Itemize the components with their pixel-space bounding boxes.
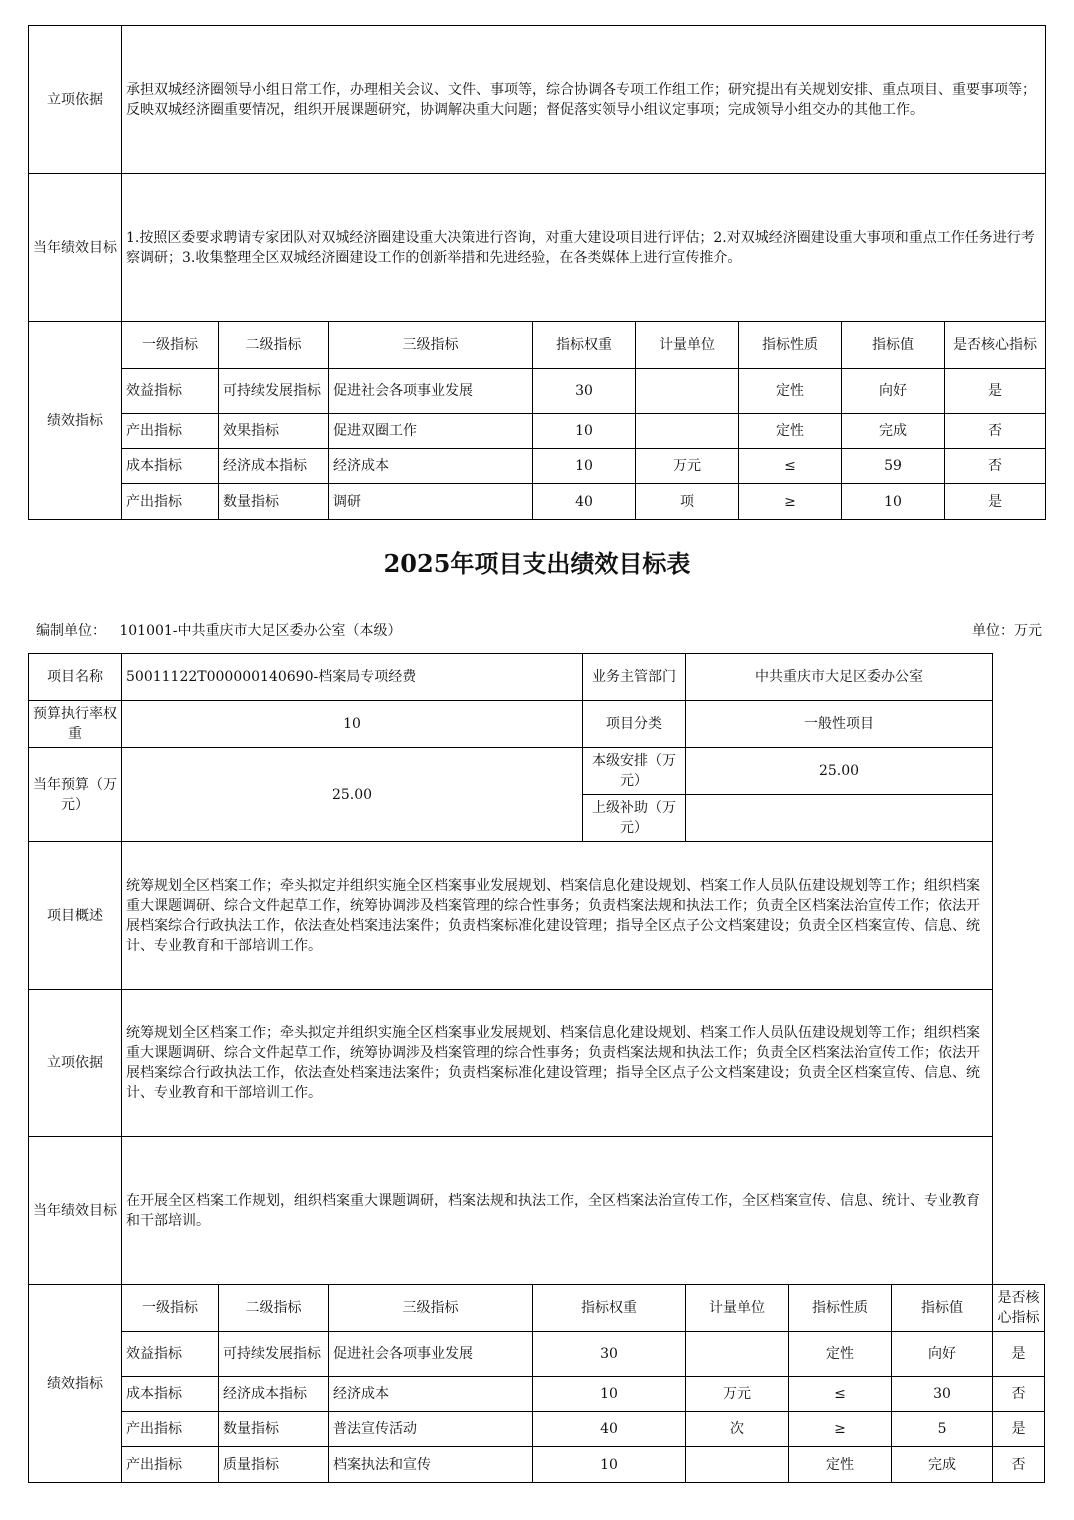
value-cell: 30 (892, 1377, 993, 1412)
nature-cell: ≥ (739, 484, 842, 520)
budget-value: 25.00 (122, 748, 583, 842)
goal-row (29, 174, 1046, 322)
header-weight: 指标权重 (533, 1285, 686, 1332)
rate-label: 预算执行率权重 (29, 701, 122, 748)
level2-cell: 可持续发展指标 (219, 369, 329, 414)
core-cell: 是 (993, 1332, 1045, 1377)
value-cell: 5 (892, 1412, 993, 1447)
upper-value (686, 795, 993, 842)
value-cell: 10 (842, 484, 945, 520)
indicator-header-row (29, 1285, 1045, 1332)
level1-cell: 产出指标 (122, 484, 219, 520)
core-cell: 否 (993, 1447, 1045, 1483)
header-weight: 指标权重 (533, 322, 636, 369)
level3-cell: 经济成本 (329, 449, 533, 484)
indicator-row (29, 414, 1046, 449)
upper-label: 上级补助（万元） (583, 795, 686, 842)
unit-cell (686, 1332, 789, 1377)
project-name-label: 项目名称 (29, 654, 122, 701)
dept-label: 业务主管部门 (583, 654, 686, 701)
indicator-row (29, 1412, 1045, 1447)
overview-row (29, 842, 1045, 990)
core-cell: 否 (993, 1377, 1045, 1412)
page-title: 2025年项目支出绩效目标表 (383, 549, 691, 578)
goal-text: 1.按照区委要求聘请专家团队对双城经济圈建设重大决策进行咨询，对重大建设项目进行评估；2.对双城经济圈建设重大事项和重点工作任务进行考察调研；3.收集整理全区双城经济圈建设工作的创新举措和先进经验，在各类媒体上进行宣传推介。 (122, 174, 1046, 322)
project-name-value: 50011122T000000140690-档案局专项经费 (122, 654, 583, 701)
header-unit: 计量单位 (686, 1285, 789, 1332)
basis-row (29, 26, 1046, 174)
unit-cell: 项 (636, 484, 739, 520)
goal-text: 在开展全区档案工作规划，组织档案重大课题调研，档案法规和执法工作，全区档案法治宣传工作，全区档案宣传、信息、统计、专业教育和干部培训。 (122, 1137, 993, 1285)
level1-cell: 成本指标 (122, 1377, 219, 1412)
value-cell: 向好 (892, 1332, 993, 1377)
unit-cell: 万元 (636, 449, 739, 484)
project-name-row (29, 654, 1045, 701)
nature-cell: ≤ (789, 1377, 892, 1412)
previous-project-table (28, 25, 1046, 520)
header-value: 指标值 (892, 1285, 993, 1332)
level2-cell: 经济成本指标 (219, 449, 329, 484)
level3-cell: 调研 (329, 484, 533, 520)
project-table (28, 653, 1045, 1483)
nature-cell: ≥ (789, 1412, 892, 1447)
header-level1: 一级指标 (122, 322, 219, 369)
header-level2: 二级指标 (219, 322, 329, 369)
level1-cell: 产出指标 (122, 1412, 219, 1447)
header-unit: 计量单位 (636, 322, 739, 369)
basis-text: 统筹规划全区档案工作；牵头拟定并组织实施全区档案事业发展规划、档案信息化建设规划、档案工作人员队伍建设规划等工作；组织档案重大课题调研、综合文件起草工作，统筹协调涉及档案管理的综合性事务；负责档案法规和执法工作；负责全区档案法治宣传工作；依法开展档案综合行政执法工作，依法查处档案违法案件；负责档案标准化建设管理；指导全区点子公文档案建设；负责全区档案宣传、信息、统计、专业教育和干部培训工作。 (122, 990, 993, 1137)
level1-cell: 成本指标 (122, 449, 219, 484)
nature-cell: 定性 (739, 369, 842, 414)
level2-cell: 经济成本指标 (219, 1377, 329, 1412)
unit-cell: 万元 (686, 1377, 789, 1412)
currency-unit: 单位：万元 (972, 623, 1042, 639)
level3-cell: 促进社会各项事业发展 (329, 1332, 533, 1377)
level2-cell: 数量指标 (219, 1412, 329, 1447)
header-core: 是否核心指标 (945, 322, 1046, 369)
value-cell: 完成 (842, 414, 945, 449)
level3-cell: 普法宣传活动 (329, 1412, 533, 1447)
level2-cell: 质量指标 (219, 1447, 329, 1483)
value-cell: 向好 (842, 369, 945, 414)
indicator-row (29, 1377, 1045, 1412)
indicators-label: 绩效指标 (29, 1285, 122, 1483)
weight-cell: 40 (533, 1412, 686, 1447)
overview-label: 项目概述 (29, 842, 122, 990)
indicator-row (29, 369, 1046, 414)
goal-label: 当年绩效目标 (29, 1137, 122, 1285)
level3-cell: 档案执法和宣传 (329, 1447, 533, 1483)
nature-cell: 定性 (789, 1447, 892, 1483)
goal-label: 当年绩效目标 (29, 174, 122, 322)
basis-text: 承担双城经济圈领导小组日常工作，办理相关会议、文件、事项等，综合协调各专项工作组工作；研究提出有关规划安排、重点项目、重要事项等；反映双城经济圈重要情况，组织开展课题研究，协调解决重大问题；督促落实领导小组议定事项；完成领导小组交办的其他工作。 (122, 26, 1046, 174)
basis-label: 立项依据 (29, 26, 122, 174)
rate-row (29, 701, 1045, 748)
level1-cell: 效益指标 (122, 369, 219, 414)
basis-label: 立项依据 (29, 990, 122, 1137)
level3-cell: 促进社会各项事业发展 (329, 369, 533, 414)
level2-cell: 数量指标 (219, 484, 329, 520)
core-cell: 是 (993, 1412, 1045, 1447)
table-meta (36, 620, 1042, 642)
category-value: 一般性项目 (686, 701, 993, 748)
header-level1: 一级指标 (122, 1285, 219, 1332)
level2-cell: 可持续发展指标 (219, 1332, 329, 1377)
compiling-unit (36, 620, 402, 642)
dept-value: 中共重庆市大足区委办公室 (686, 654, 993, 701)
indicators-label: 绩效指标 (29, 322, 122, 520)
budget-row (29, 748, 1045, 795)
unit-cell: 次 (686, 1412, 789, 1447)
local-label: 本级安排（万元） (583, 748, 686, 795)
compiling-unit-value: 101001-中共重庆市大足区委办公室（本级） (119, 623, 402, 639)
value-cell: 完成 (892, 1447, 993, 1483)
weight-cell: 30 (533, 369, 636, 414)
core-cell: 是 (945, 484, 1046, 520)
goal-row (29, 1137, 1045, 1285)
indicator-header-row (29, 322, 1046, 369)
overview-text: 统筹规划全区档案工作；牵头拟定并组织实施全区档案事业发展规划、档案信息化建设规划、档案工作人员队伍建设规划等工作；组织档案重大课题调研、综合文件起草工作，统筹协调涉及档案管理的综合性事务；负责档案法规和执法工作；负责全区档案法治宣传工作；依法开展档案综合行政执法工作，依法查处档案违法案件；负责档案标准化建设管理；指导全区点子公文档案建设；负责全区档案宣传、信息、统计、专业教育和干部培训工作。 (122, 842, 993, 990)
unit-cell (686, 1447, 789, 1483)
local-value: 25.00 (686, 748, 993, 795)
level1-cell: 产出指标 (122, 1447, 219, 1483)
header-level3: 三级指标 (329, 322, 533, 369)
compiling-unit-label: 编制单位： (36, 623, 106, 639)
budget-label: 当年预算（万元） (29, 748, 122, 842)
nature-cell: 定性 (739, 414, 842, 449)
weight-cell: 10 (533, 449, 636, 484)
unit-cell (636, 414, 739, 449)
level1-cell: 效益指标 (122, 1332, 219, 1377)
header-level3: 三级指标 (329, 1285, 533, 1332)
nature-cell: ≤ (739, 449, 842, 484)
core-cell: 否 (945, 449, 1046, 484)
indicator-row (29, 1332, 1045, 1377)
header-core: 是否核心指标 (993, 1285, 1045, 1332)
indicator-row (29, 449, 1046, 484)
category-label: 项目分类 (583, 701, 686, 748)
weight-cell: 40 (533, 484, 636, 520)
indicator-row (29, 1447, 1045, 1483)
header-nature: 指标性质 (739, 322, 842, 369)
unit-cell (636, 369, 739, 414)
weight-cell: 10 (533, 1377, 686, 1412)
weight-cell: 10 (533, 1447, 686, 1483)
value-cell: 59 (842, 449, 945, 484)
basis-row (29, 990, 1045, 1137)
header-value: 指标值 (842, 322, 945, 369)
nature-cell: 定性 (789, 1332, 892, 1377)
header-level2: 二级指标 (219, 1285, 329, 1332)
core-cell: 是 (945, 369, 1046, 414)
core-cell: 否 (945, 414, 1046, 449)
header-nature: 指标性质 (789, 1285, 892, 1332)
level3-cell: 经济成本 (329, 1377, 533, 1412)
weight-cell: 10 (533, 414, 636, 449)
indicator-row (29, 484, 1046, 520)
level3-cell: 促进双圈工作 (329, 414, 533, 449)
level1-cell: 产出指标 (122, 414, 219, 449)
weight-cell: 30 (533, 1332, 686, 1377)
rate-value: 10 (122, 701, 583, 748)
level2-cell: 效果指标 (219, 414, 329, 449)
